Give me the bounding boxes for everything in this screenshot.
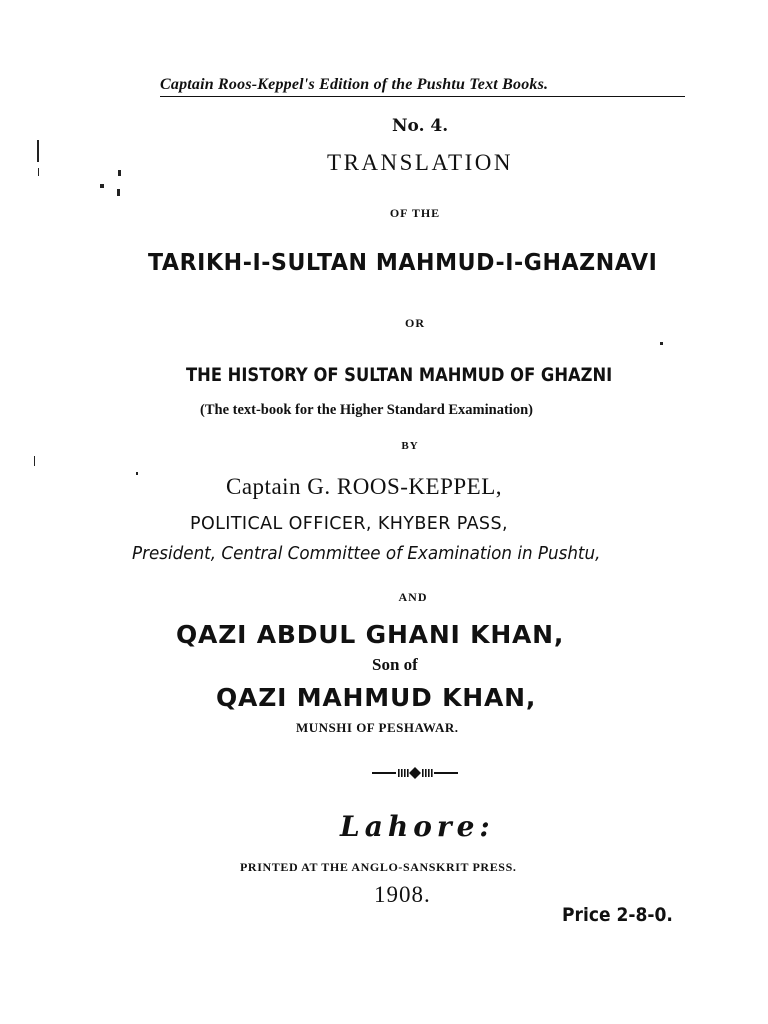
margin-speck: [37, 140, 39, 162]
book-number: No. 4.: [392, 116, 449, 136]
translation-heading: TRANSLATION: [327, 150, 513, 175]
main-title: TARIKH-I-SULTAN MAHMUD-I-GHAZNAVI: [148, 250, 658, 276]
margin-speck: [660, 342, 663, 345]
or-label: OR: [405, 316, 425, 330]
and-label: AND: [398, 590, 428, 604]
series-line: Captain Roos-Keppel's Edition of the Pushtu Text Books.: [160, 74, 685, 97]
coauthor-name: QAZI ABDUL GHANI KHAN,: [176, 620, 565, 649]
ornament-divider: [370, 766, 460, 780]
author-name: Captain G. ROOS-KEPPEL,: [226, 474, 502, 499]
of-the-label: OF THE: [389, 206, 441, 220]
son-of-label: Son of: [372, 655, 418, 674]
price-label: Price 2-8-0.: [562, 904, 673, 926]
english-title: THE HISTORY OF SULTAN MAHMUD OF GHAZNI: [186, 364, 613, 386]
by-label: BY: [401, 440, 419, 452]
margin-speck: [136, 472, 138, 475]
father-title: MUNSHI OF PESHAWAR.: [296, 720, 459, 735]
printer-line: PRINTED AT THE ANGLO-SANSKRIT PRESS.: [240, 860, 517, 874]
margin-speck: [117, 189, 120, 196]
place-of-printing: Lahore:: [340, 810, 495, 843]
textbook-note: (The text-book for the Higher Standard Examination): [200, 402, 533, 418]
margin-speck: [38, 168, 39, 176]
margin-speck: [34, 456, 35, 466]
publication-year: 1908.: [374, 882, 431, 907]
father-name: QAZI MAHMUD KHAN,: [216, 683, 537, 712]
author-post: POLITICAL OFFICER, KHYBER PASS,: [190, 514, 508, 534]
author-role: President, Central Committee of Examination in Pushtu,: [132, 543, 601, 564]
margin-speck: [100, 184, 104, 188]
margin-speck: [118, 170, 121, 176]
